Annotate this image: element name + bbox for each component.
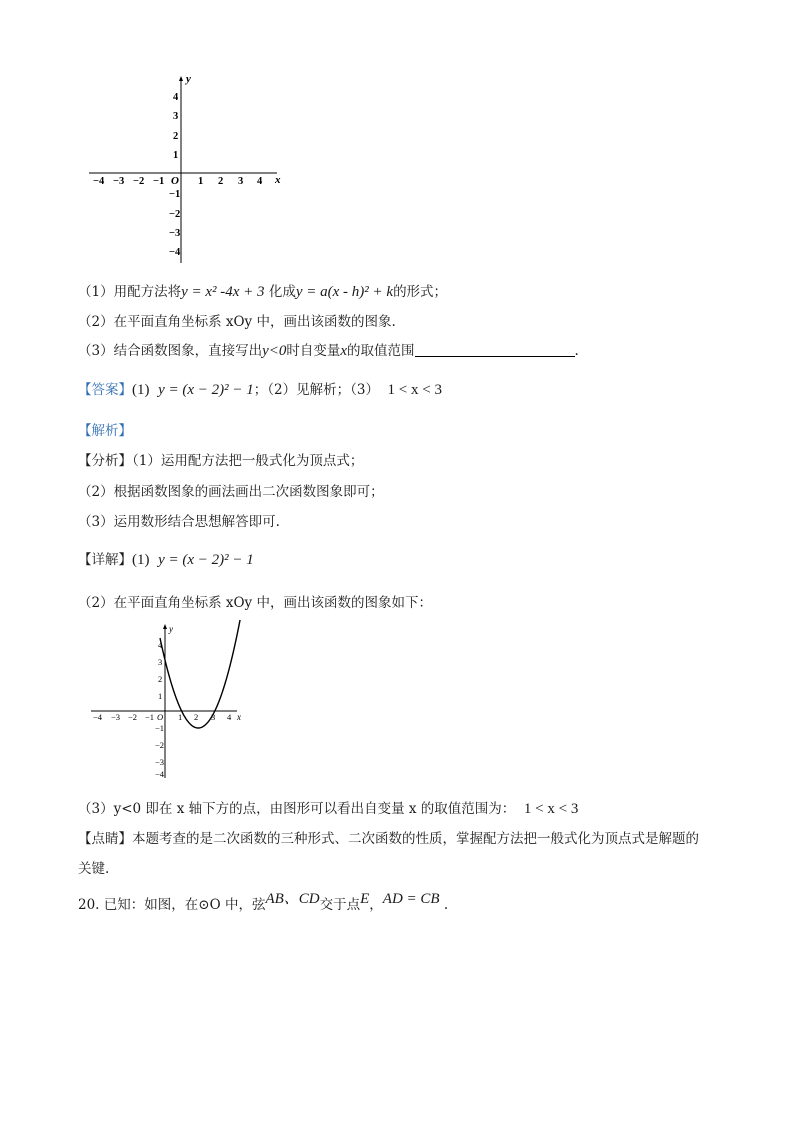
y-tick-label: 1 bbox=[158, 691, 163, 701]
comment-tag: 【点睛】 bbox=[78, 831, 132, 847]
x-tick-label: 4 bbox=[257, 176, 263, 187]
x-tick-label: 4 bbox=[227, 712, 232, 722]
x-tick-label: 2 bbox=[218, 176, 224, 187]
x-tick-label: −1 bbox=[153, 176, 165, 187]
x-tick-label: 1 bbox=[198, 176, 204, 187]
q1-expression-standard: y = x² -4x + 3 bbox=[181, 284, 265, 300]
comment-line-1 bbox=[78, 830, 699, 848]
x-tick-label: −1 bbox=[145, 712, 155, 722]
analysis-line-1 bbox=[78, 452, 363, 470]
q1-suffix: 的形式； bbox=[393, 284, 448, 300]
x-tick-label: −4 bbox=[93, 712, 103, 722]
q20-number: 20. bbox=[78, 897, 100, 913]
question-part-2: （2）在平面直角坐标系 xOy 中，画出该函数的图象. bbox=[78, 314, 396, 330]
detail-line-3 bbox=[78, 800, 578, 818]
q20-comma: ， bbox=[369, 897, 383, 913]
y-tick-label: −3 bbox=[169, 228, 181, 239]
question-part-3 bbox=[78, 342, 579, 360]
q1-prefix: （1）用配方法将 bbox=[78, 284, 182, 300]
detail-q3-text: （3）y<0 即在 x 轴下方的点，由图形可以看出自变量 x 的取值范围为： bbox=[78, 801, 516, 817]
x-tick-label: 3 bbox=[238, 176, 244, 187]
origin-label: O bbox=[171, 175, 179, 187]
y-tick-label: 3 bbox=[158, 657, 163, 667]
detail-line-2: （2）在平面直角坐标系 xOy 中，画出该函数的图象如下： bbox=[78, 595, 432, 611]
q20-point: E bbox=[360, 891, 370, 907]
x-tick-label: −4 bbox=[93, 176, 105, 187]
parabola-graph-figure-2 bbox=[85, 620, 255, 782]
q3-mid: 时自变量 bbox=[286, 343, 341, 359]
comment-text: 本题考查的是二次函数的三种形式、二次函数的性质，掌握配方法把一般式化为顶点式是解题的 bbox=[132, 831, 699, 847]
y-tick-label: −3 bbox=[155, 757, 165, 767]
detail-line-1 bbox=[78, 551, 254, 569]
q3-condition: y<0 bbox=[262, 343, 287, 359]
y-tick-label: −1 bbox=[169, 189, 181, 200]
analysis-tag: 【解析】 bbox=[78, 423, 132, 439]
question-part-1 bbox=[78, 283, 447, 301]
y-axis-arrow-icon bbox=[163, 624, 167, 629]
x-tick-label: −3 bbox=[111, 712, 121, 722]
y-tick-label: 4 bbox=[173, 92, 179, 103]
q20-text-2: 交于点 bbox=[319, 897, 361, 913]
q20-equation: AD = CB bbox=[382, 891, 440, 907]
q3-suffix: 的取值范围 bbox=[347, 343, 415, 359]
x-tick-label: −2 bbox=[128, 712, 138, 722]
y-tick-label: −4 bbox=[169, 247, 181, 258]
q1-mid: 化成 bbox=[268, 284, 296, 300]
analysis-line-2: （2）根据函数图象的画法画出二次函数图象即可； bbox=[78, 484, 384, 500]
q20-end: . bbox=[443, 897, 449, 913]
y-axis-label: y bbox=[169, 624, 173, 634]
origin-label: O bbox=[157, 712, 164, 722]
y-tick-label: 2 bbox=[158, 674, 163, 684]
q20-text-1: 已知：如图，在⊙O 中，弦 bbox=[103, 897, 266, 913]
question-20 bbox=[78, 891, 449, 914]
x-tick-label: −2 bbox=[133, 176, 145, 187]
answer-range: 1 < x < 3 bbox=[387, 382, 442, 398]
analysis-line-3: （3）运用数形结合思想解答即可. bbox=[78, 514, 280, 530]
q3-prefix: （3）结合函数图象，直接写出 bbox=[78, 343, 263, 359]
y-tick-label: 3 bbox=[173, 111, 179, 122]
y-tick-label: −2 bbox=[155, 740, 165, 750]
y-tick-label: 1 bbox=[173, 150, 179, 161]
y-tick-label: −2 bbox=[169, 209, 181, 220]
y-tick-label: 4 bbox=[158, 640, 163, 650]
answer-line bbox=[78, 381, 442, 399]
x-tick-label: 1 bbox=[178, 712, 183, 722]
q1-expression-vertex: y = a(x - h)² + k bbox=[295, 284, 394, 300]
q3-variable: x bbox=[340, 343, 348, 359]
coordinate-axes-figure-1 bbox=[85, 68, 295, 268]
answer-tag: 【答案】 bbox=[78, 382, 132, 398]
answer-expression: y = (x − 2)² − 1 bbox=[158, 382, 254, 398]
fenxi-point-1: （1）运用配方法把一般式化为顶点式； bbox=[132, 453, 364, 469]
detail-tag: 【详解】 bbox=[78, 552, 132, 568]
q3-end: . bbox=[574, 343, 579, 359]
fenxi-tag: 【分析】 bbox=[78, 453, 132, 469]
x-tick-label: 2 bbox=[194, 712, 199, 722]
detail-expression: y = (x − 2)² − 1 bbox=[158, 552, 254, 568]
x-axis-label: x bbox=[237, 712, 241, 722]
q20-chords: AB、CD bbox=[265, 891, 320, 907]
comment-line-2: 关键. bbox=[78, 861, 110, 877]
y-tick-label: 2 bbox=[173, 131, 179, 142]
x-axis-label: x bbox=[275, 174, 281, 186]
detail-part-1-label: (1) bbox=[132, 552, 150, 568]
x-tick-label: 3 bbox=[211, 712, 216, 722]
answer-part-1-label: (1) bbox=[132, 382, 150, 398]
answer-separator: ；（2）见解析；（3） bbox=[253, 382, 379, 398]
detail-q3-range: 1 < x < 3 bbox=[523, 801, 579, 817]
y-axis-arrow-icon bbox=[179, 76, 183, 81]
y-tick-label: −4 bbox=[155, 769, 165, 779]
x-tick-label: −3 bbox=[113, 176, 125, 187]
answer-blank bbox=[415, 342, 575, 357]
y-axis-label: y bbox=[186, 73, 191, 85]
y-tick-label: −1 bbox=[155, 723, 165, 733]
